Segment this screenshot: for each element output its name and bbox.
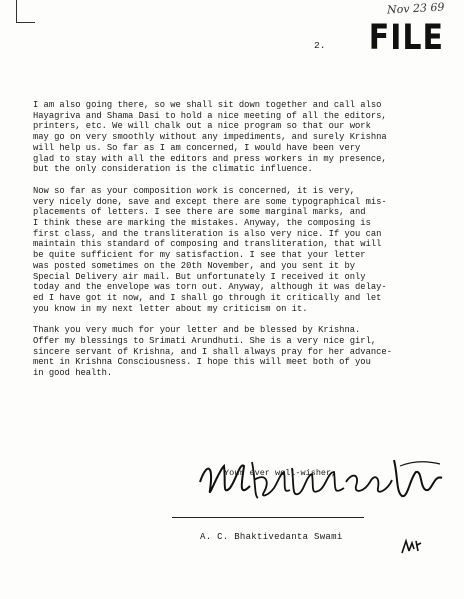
handwritten-date-note: Nov 23 69 (386, 0, 445, 17)
valediction: Your ever well-wisher, (224, 468, 337, 478)
letter-body (33, 100, 451, 390)
file-stamp: FILE (368, 18, 444, 59)
paragraph-2: Now so far as your composition work is concerned, it is very, very nicely done, save and except there are some typographical mis- placements of letters. I see there are some marginal marks, and I think these are marking the mistakes. Anyway, the composing is first class, and the transliteration is also very nice. If you can maintain this standard of composing and transliteration, that will be quite sufficient for my satisfaction. I see that your letter was posted sometimes on the 20th November, and you sent it by Special Delivery air mail. But unfortunately I received it only today and the envelope was torn out. Anyway, although it was delay- ed I have got it now, and I shall go through it critically and let you know in my next letter about my criticism on it. (33, 185, 387, 314)
handwritten-signature (196, 452, 446, 510)
paragraph-1: I am also going there, so we shall sit down together and call also Hayagriva and Shama Dasi to hold a nice meeting of all the editors, printers, etc. We will chalk out a nice program so that our work may go on very smoothly without any impediments, and surely Krishna will help us. So far as I am concerned, I would have been very glad to stay with all the editors and press workers in my presence, but the only consideration is the climatic influence. (33, 100, 387, 175)
corner-mark (16, 0, 35, 23)
handwritten-initials-mark (400, 537, 422, 555)
page-number: 2. (314, 40, 326, 51)
paragraph-3: Thank you very much for your letter and be blessed by Krishna. Offer my blessings to Srimati Arundhuti. She is a very nice girl, sincere servant of Krishna, and I shall always pray for her advance- ment in Krishna Consciousness. I hope this will meet both of you in good health. (33, 325, 392, 379)
signature-line (172, 517, 364, 518)
signer-name: A. C. Bhaktivedanta Swami (200, 532, 343, 542)
